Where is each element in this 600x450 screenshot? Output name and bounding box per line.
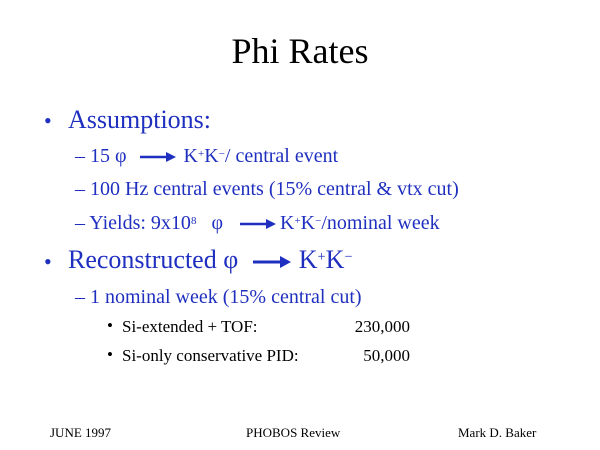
list-bullet: • <box>107 316 113 335</box>
footer-date: JUNE 1997 <box>50 425 112 440</box>
kaon-minus: K− <box>300 212 322 234</box>
kaon-plus: K+ <box>279 212 301 234</box>
slide-title: Phi Rates <box>231 31 369 71</box>
arrow-icon <box>238 218 278 230</box>
arrow-icon <box>251 255 293 269</box>
phi-symbol: φ <box>115 145 127 167</box>
kaon-plus: K+ <box>183 145 205 167</box>
line3-exponent: 8 <box>190 214 197 227</box>
list-bullet: • <box>107 345 113 364</box>
assumption-line-2: – 100 Hz central events (15% central & vtx cut) <box>75 178 459 200</box>
assumption-line-1 <box>75 145 338 168</box>
footer-event: PHOBOS Review <box>246 425 341 440</box>
assumptions-heading: Assumptions: <box>68 105 212 134</box>
assumption-line-3 <box>75 212 440 235</box>
bullet-dot: • <box>44 249 52 274</box>
row-label-2: Si-only conservative PID: <box>122 346 299 365</box>
row-value-1: 230,000 <box>354 317 410 336</box>
reconstructed-subline: – 1 nominal week (15% central cut) <box>75 286 362 308</box>
phi-symbol: φ <box>223 245 239 274</box>
line3-prefix: – Yields: 9x10 <box>75 212 191 234</box>
bullet-dot: • <box>44 108 52 133</box>
kaon-minus: K− <box>325 245 353 274</box>
reconstructed-line <box>68 245 352 275</box>
reconstructed-heading: Reconstructed <box>68 245 217 274</box>
row-value-2: 50,000 <box>363 346 410 365</box>
row-label-1: Si-extended + TOF: <box>122 317 258 336</box>
footer-author: Mark D. Baker <box>458 425 537 440</box>
kaon-plus: K+ <box>298 245 326 274</box>
kaon-minus: K− <box>204 145 225 167</box>
line3-suffix: /nominal week <box>321 212 440 234</box>
line1-prefix: – 15 <box>75 145 110 167</box>
arrow-icon <box>138 151 178 163</box>
phi-symbol: φ <box>211 212 223 234</box>
line1-suffix: / central event <box>224 145 339 167</box>
